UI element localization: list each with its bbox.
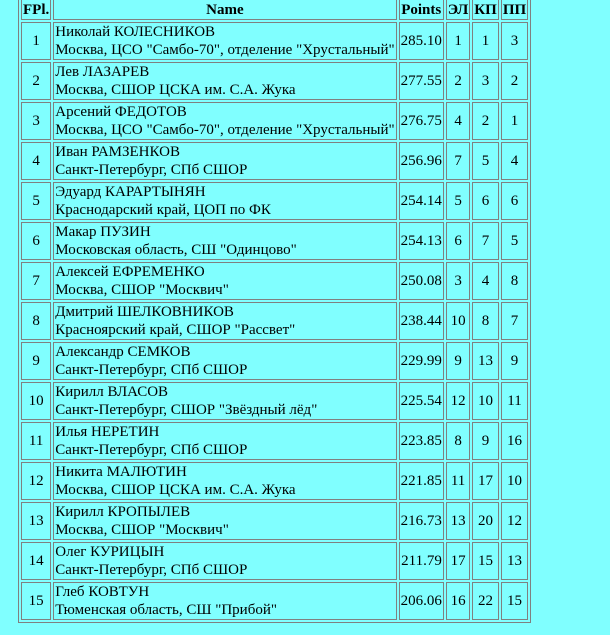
place-cell: 10: [21, 382, 51, 420]
points-cell: 285.10: [399, 22, 444, 60]
el-cell: 11: [446, 462, 470, 500]
el-cell: 6: [446, 222, 470, 260]
place-cell: 15: [21, 582, 51, 620]
kp-cell: 3: [472, 62, 499, 100]
kp-cell: 1: [472, 22, 499, 60]
skater-cell: [53, 142, 396, 180]
points-cell: 276.75: [399, 102, 444, 140]
skater-club: Санкт-Петербург, СПб СШОР: [55, 362, 248, 378]
place-cell: 13: [21, 502, 51, 540]
pp-cell: 2: [501, 62, 528, 100]
skater-name[interactable]: Никита МАЛЮТИН: [55, 464, 187, 480]
points-cell: 254.14: [399, 182, 444, 220]
skater-club: Москва, СШОР ЦСКА им. С.А. Жука: [55, 482, 296, 498]
points-cell: 229.99: [399, 342, 444, 380]
table-row: [21, 142, 528, 180]
el-cell: 1: [446, 22, 470, 60]
pp-cell: 1: [501, 102, 528, 140]
pp-cell: 15: [501, 582, 528, 620]
points-cell: 225.54: [399, 382, 444, 420]
pp-cell: 3: [501, 22, 528, 60]
skater-name[interactable]: Олег КУРИЦЫН: [55, 544, 165, 560]
skater-cell: [53, 582, 396, 620]
skater-cell: [53, 342, 396, 380]
place-cell: 12: [21, 462, 51, 500]
pp-cell: 6: [501, 182, 528, 220]
points-cell: 254.13: [399, 222, 444, 260]
skater-cell: [53, 302, 396, 340]
place-cell: 9: [21, 342, 51, 380]
skater-cell: [53, 542, 396, 580]
table-row: [21, 502, 528, 540]
kp-cell: 6: [472, 182, 499, 220]
place-cell: 3: [21, 102, 51, 140]
points-cell: 250.08: [399, 262, 444, 300]
kp-cell: 17: [472, 462, 499, 500]
skater-club: Санкт-Петербург, СШОР "Звёздный лёд": [55, 402, 318, 418]
place-cell: 1: [21, 22, 51, 60]
kp-cell: 2: [472, 102, 499, 140]
header-name: Name: [53, 0, 396, 20]
el-cell: 7: [446, 142, 470, 180]
skater-club: Краснодарский край, ЦОП по ФК: [55, 202, 271, 218]
points-cell: 211.79: [399, 542, 444, 580]
table-row: [21, 62, 528, 100]
skater-name[interactable]: Макар ПУЗИН: [55, 224, 151, 240]
skater-name[interactable]: Кирилл ВЛАСОВ: [55, 384, 169, 400]
place-cell: 4: [21, 142, 51, 180]
points-cell: 221.85: [399, 462, 444, 500]
pp-cell: 7: [501, 302, 528, 340]
skater-cell: [53, 182, 396, 220]
pp-cell: 16: [501, 422, 528, 460]
kp-cell: 13: [472, 342, 499, 380]
skater-name[interactable]: Николай КОЛЕСНИКОВ: [55, 24, 216, 40]
pp-cell: 9: [501, 342, 528, 380]
skater-cell: [53, 382, 396, 420]
place-cell: 14: [21, 542, 51, 580]
header-row: [21, 0, 528, 20]
kp-cell: 10: [472, 382, 499, 420]
el-cell: 9: [446, 342, 470, 380]
skater-cell: [53, 262, 396, 300]
skater-name[interactable]: Александр СЕМКОВ: [55, 344, 191, 360]
el-cell: 17: [446, 542, 470, 580]
skater-cell: [53, 62, 396, 100]
pp-cell: 11: [501, 382, 528, 420]
skater-name[interactable]: Алексей ЕФРЕМЕНКО: [55, 264, 205, 280]
pp-cell: 5: [501, 222, 528, 260]
skater-club: Москва, СШОР "Москвич": [55, 522, 229, 538]
pp-cell: 4: [501, 142, 528, 180]
kp-cell: 15: [472, 542, 499, 580]
el-cell: 4: [446, 102, 470, 140]
table-row: [21, 262, 528, 300]
pp-cell: 13: [501, 542, 528, 580]
el-cell: 16: [446, 582, 470, 620]
el-cell: 8: [446, 422, 470, 460]
skater-name[interactable]: Илья НЕРЕТИН: [55, 424, 160, 440]
header-kp: КП: [472, 0, 499, 20]
skater-name[interactable]: Арсений ФЕДОТОВ: [55, 104, 187, 120]
el-cell: 3: [446, 262, 470, 300]
header-pp: ПП: [501, 0, 528, 20]
points-cell: 256.96: [399, 142, 444, 180]
pp-cell: 10: [501, 462, 528, 500]
points-cell: 206.06: [399, 582, 444, 620]
skater-club: Санкт-Петербург, СПб СШОР: [55, 442, 248, 458]
skater-club: Санкт-Петербург, СПб СШОР: [55, 562, 248, 578]
table-row: [21, 22, 528, 60]
table-row: [21, 302, 528, 340]
skater-name[interactable]: Дмитрий ШЕЛКОВНИКОВ: [55, 304, 234, 320]
skater-cell: [53, 222, 396, 260]
table-row: [21, 222, 528, 260]
points-cell: 277.55: [399, 62, 444, 100]
skater-name[interactable]: Иван РАМЗЕНКОВ: [55, 144, 180, 160]
results-table: [18, 0, 531, 623]
place-cell: 11: [21, 422, 51, 460]
skater-club: Красноярский край, СШОР "Рассвет": [55, 322, 296, 338]
el-cell: 2: [446, 62, 470, 100]
header-points: Points: [399, 0, 444, 20]
table-row: [21, 102, 528, 140]
place-cell: 2: [21, 62, 51, 100]
kp-cell: 22: [472, 582, 499, 620]
kp-cell: 7: [472, 222, 499, 260]
skater-cell: [53, 462, 396, 500]
kp-cell: 8: [472, 302, 499, 340]
place-cell: 5: [21, 182, 51, 220]
skater-cell: [53, 22, 396, 60]
skater-name[interactable]: Кирилл КРОПЫЛЕВ: [55, 504, 191, 520]
skater-cell: [53, 102, 396, 140]
kp-cell: 4: [472, 262, 499, 300]
table-row: [21, 462, 528, 500]
kp-cell: 5: [472, 142, 499, 180]
skater-name[interactable]: Эдуард КАРАРТЫНЯН: [55, 184, 206, 200]
el-cell: 12: [446, 382, 470, 420]
skater-club: Санкт-Петербург, СПб СШОР: [55, 162, 248, 178]
table-row: [21, 582, 528, 620]
skater-club: Тюменская область, СШ "Прибой": [55, 602, 277, 618]
header-fpl: FPl.: [21, 0, 51, 20]
kp-cell: 9: [472, 422, 499, 460]
table-row: [21, 542, 528, 580]
el-cell: 13: [446, 502, 470, 540]
skater-club: Московская область, СШ "Одинцово": [55, 242, 297, 258]
place-cell: 8: [21, 302, 51, 340]
points-cell: 216.73: [399, 502, 444, 540]
place-cell: 7: [21, 262, 51, 300]
place-cell: 6: [21, 222, 51, 260]
points-cell: 238.44: [399, 302, 444, 340]
table-row: [21, 342, 528, 380]
kp-cell: 20: [472, 502, 499, 540]
points-cell: 223.85: [399, 422, 444, 460]
skater-club: Москва, ЦСО "Самбо-70", отделение "Хрустальный": [55, 42, 395, 58]
header-el: ЭЛ: [446, 0, 470, 20]
table-row: [21, 422, 528, 460]
el-cell: 10: [446, 302, 470, 340]
el-cell: 5: [446, 182, 470, 220]
skater-club: Москва, СШОР "Москвич": [55, 282, 229, 298]
table-row: [21, 182, 528, 220]
pp-cell: 8: [501, 262, 528, 300]
skater-cell: [53, 502, 396, 540]
skater-name[interactable]: Глеб КОВТУН: [55, 584, 150, 600]
skater-club: Москва, ЦСО "Самбо-70", отделение "Хрустальный": [55, 122, 395, 138]
skater-name[interactable]: Лев ЛАЗАРЕВ: [55, 64, 150, 80]
skater-club: Москва, СШОР ЦСКА им. С.А. Жука: [55, 82, 296, 98]
table-row: [21, 382, 528, 420]
pp-cell: 12: [501, 502, 528, 540]
skater-cell: [53, 422, 396, 460]
